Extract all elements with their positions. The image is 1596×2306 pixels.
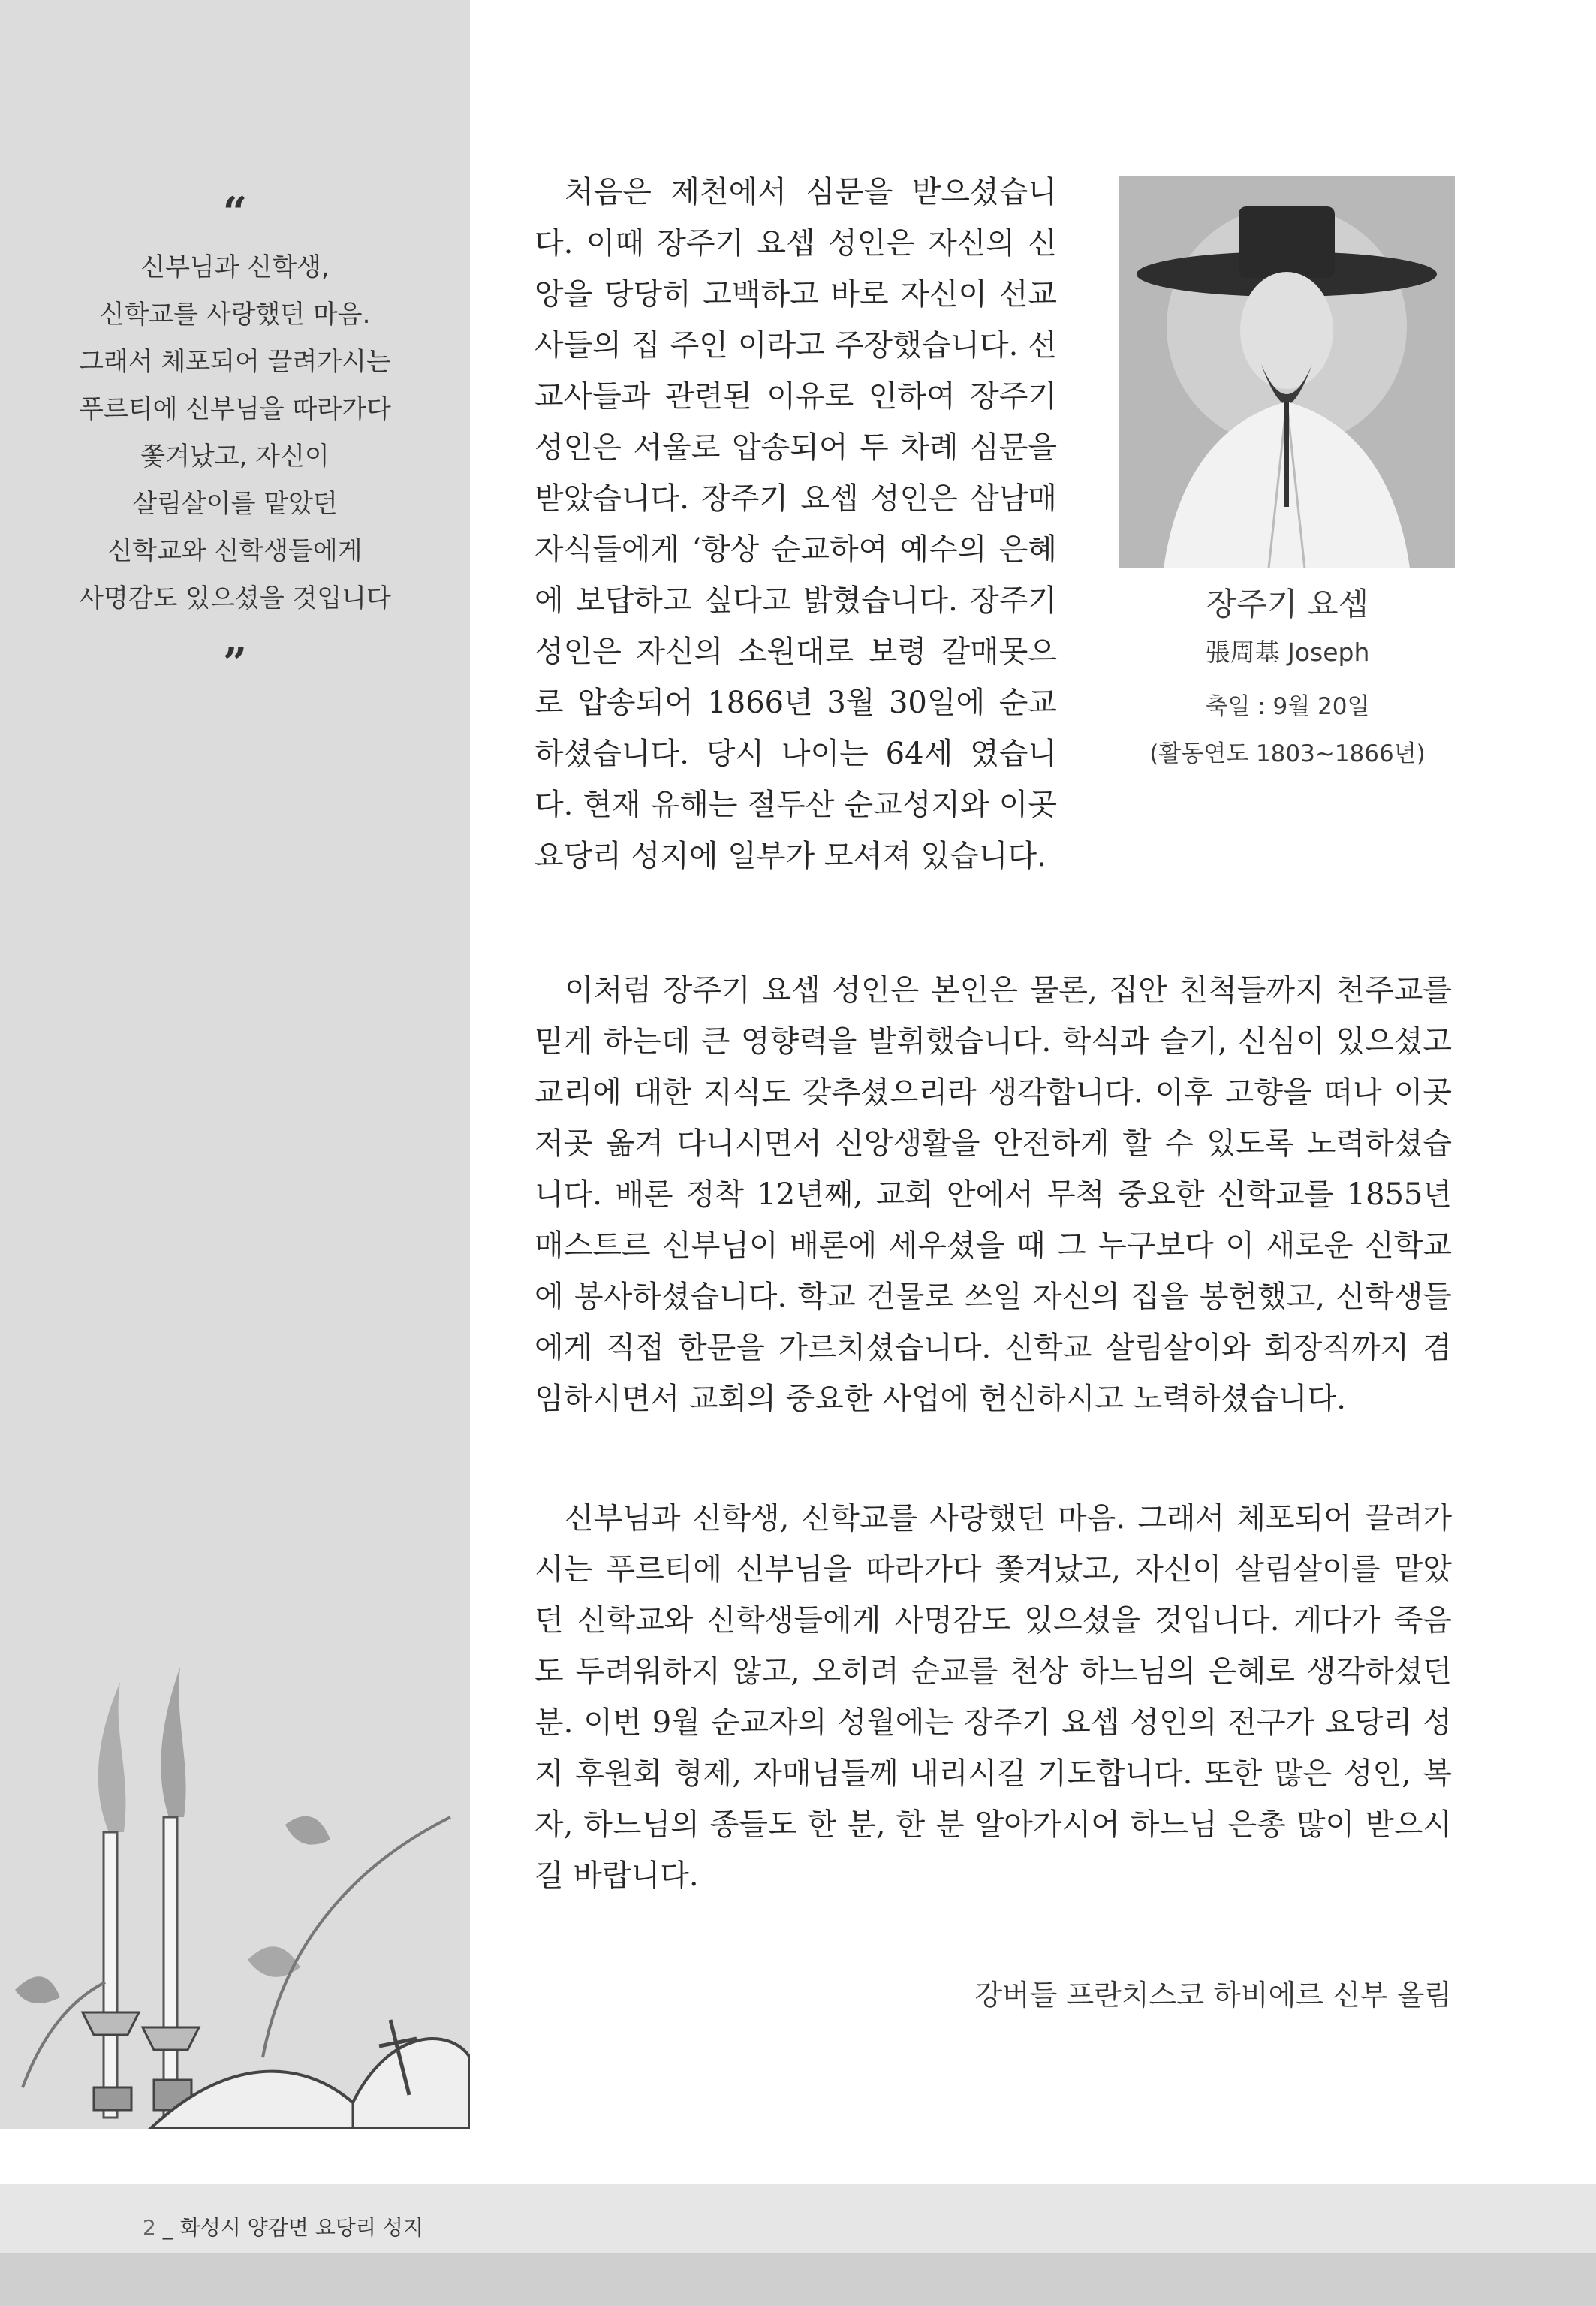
paragraph-text: 신부님과 신학생, 신학교를 사랑했던 마음. 그래서 체포되어 끌려가시는 푸르티에 신부님을 따라가다 쫓겨났고, 자신이 살림살이를 맡았던 신학교와 신학생들에게 사명감도 있으셨을 것입니다. 게다가 죽음도 두려워하지 않고, 오히려 순교를 천상 하느님의 은혜로 생각하셨던 분. 이번 9월 순교자의 성월에는 장주기 요셉 성인의 전구가 요당리 성지 후원회 형제, 자매님들께 내리시길 기도합니다. 또한 많은 성인, 복자, 하느님의 종들도 한 분, 한 분 알아가시어 하느님 은총 많이 받으시길 바랍니다. bbox=[535, 1501, 1452, 1893]
footer-label bbox=[143, 2211, 423, 2241]
article-paragraph-3 bbox=[535, 1493, 1452, 1901]
footer-bottom-band bbox=[0, 2253, 1596, 2306]
footer-separator: _ bbox=[162, 2215, 173, 2240]
portrait-name: 장주기 요셉 bbox=[1206, 586, 1369, 622]
pull-quote-line: 쫓겨났고, 자신이 bbox=[140, 442, 330, 472]
pull-quote bbox=[0, 244, 470, 622]
publication-title: 화성시 양감면 요당리 성지 bbox=[179, 2215, 423, 2240]
pull-quote-line: 살림살이를 맡았던 bbox=[132, 489, 338, 519]
portrait-feast-day: 축일 : 9월 20일 bbox=[1205, 693, 1370, 720]
pull-quote-line: 신학교를 사랑했던 마음. bbox=[99, 300, 371, 330]
author-signature: 강버들 프란치스코 하비에르 신부 올림 bbox=[974, 1979, 1452, 2012]
article-paragraph-1 bbox=[535, 167, 1057, 882]
paragraph-text: 이처럼 장주기 요셉 성인은 본인은 물론, 집안 친척들까지 천주교를 믿게 하는데 큰 영향력을 발휘했습니다. 학식과 슬기, 신심이 있으셨고 교리에 대한 지식도 갖추셨으리라 생각합니다. 이후 고향을 떠나 이곳저곳 옮겨 다니시면서 신앙생활을 안전하게 할 수 있도록 노력하셨습니다. 배론 정착 12년째, 교회 안에서 무척 중요한 신학교를 1855년 매스트르 신부님이 배론에 세우셨을 때 그 누구보다 이 새로운 신학교에 봉사하셨습니다. 학교 건물로 쓰일 자신의 집을 봉헌했고, 신학생들에게 직접 한문을 가르치셨습니다. 신학교 살림살이와 회장직까지 겸임하시면서 교회의 중요한 사업에 헌신하시고 노력하셨습니다. bbox=[535, 973, 1452, 1416]
candles-bible-illustration bbox=[0, 1637, 470, 2129]
open-quote-mark: “ bbox=[222, 188, 248, 237]
pull-quote-line: 사명감도 있으셨을 것입니다 bbox=[79, 583, 391, 613]
paragraph-text: 처음은 제천에서 심문을 받으셨습니다. 이때 장주기 요셉 성인은 자신의 신앙을 당당히 고백하고 바로 자신이 선교사들의 집 주인 이라고 주장했습니다. 선교사들과 관련된 이유로 인하여 장주기 성인은 서울로 압송되어 두 차례 심문을 받았습니다. 장주기 요셉 성인은 삼남매 자식들에게 ‘항상 순교하여 예수의 은혜에 보답하고 싶다고 밝혔습니다. 장주기 성인은 자신의 소원대로 보령 갈매못으로 압송되어 1866년 3월 30일에 순교하셨습니다. 당시 나이는 64세 였습니다. 현재 유해는 절두산 순교성지와 이곳 요당리 성지에 일부가 모셔져 있습니다. bbox=[535, 175, 1057, 873]
close-quote-mark: ” bbox=[222, 638, 248, 688]
pull-quote-line: 그래서 체포되어 끌려가시는 bbox=[79, 347, 391, 377]
pull-quote-line: 푸르티에 신부님을 따라가다 bbox=[79, 394, 391, 424]
portrait-hanja-name: 張周基 Joseph bbox=[1205, 638, 1370, 667]
article-paragraph-2 bbox=[535, 965, 1452, 1424]
page-number: 2 bbox=[143, 2215, 156, 2240]
pull-quote-line: 신부님과 신학생, bbox=[140, 252, 330, 282]
pull-quote-line: 신학교와 신학생들에게 bbox=[107, 536, 363, 566]
portrait-image bbox=[1119, 176, 1455, 568]
sidebar-panel bbox=[0, 0, 470, 2129]
saint-portrait-illustration bbox=[1119, 176, 1455, 568]
portrait-active-years: (활동연도 1803~1866년) bbox=[1149, 740, 1426, 767]
